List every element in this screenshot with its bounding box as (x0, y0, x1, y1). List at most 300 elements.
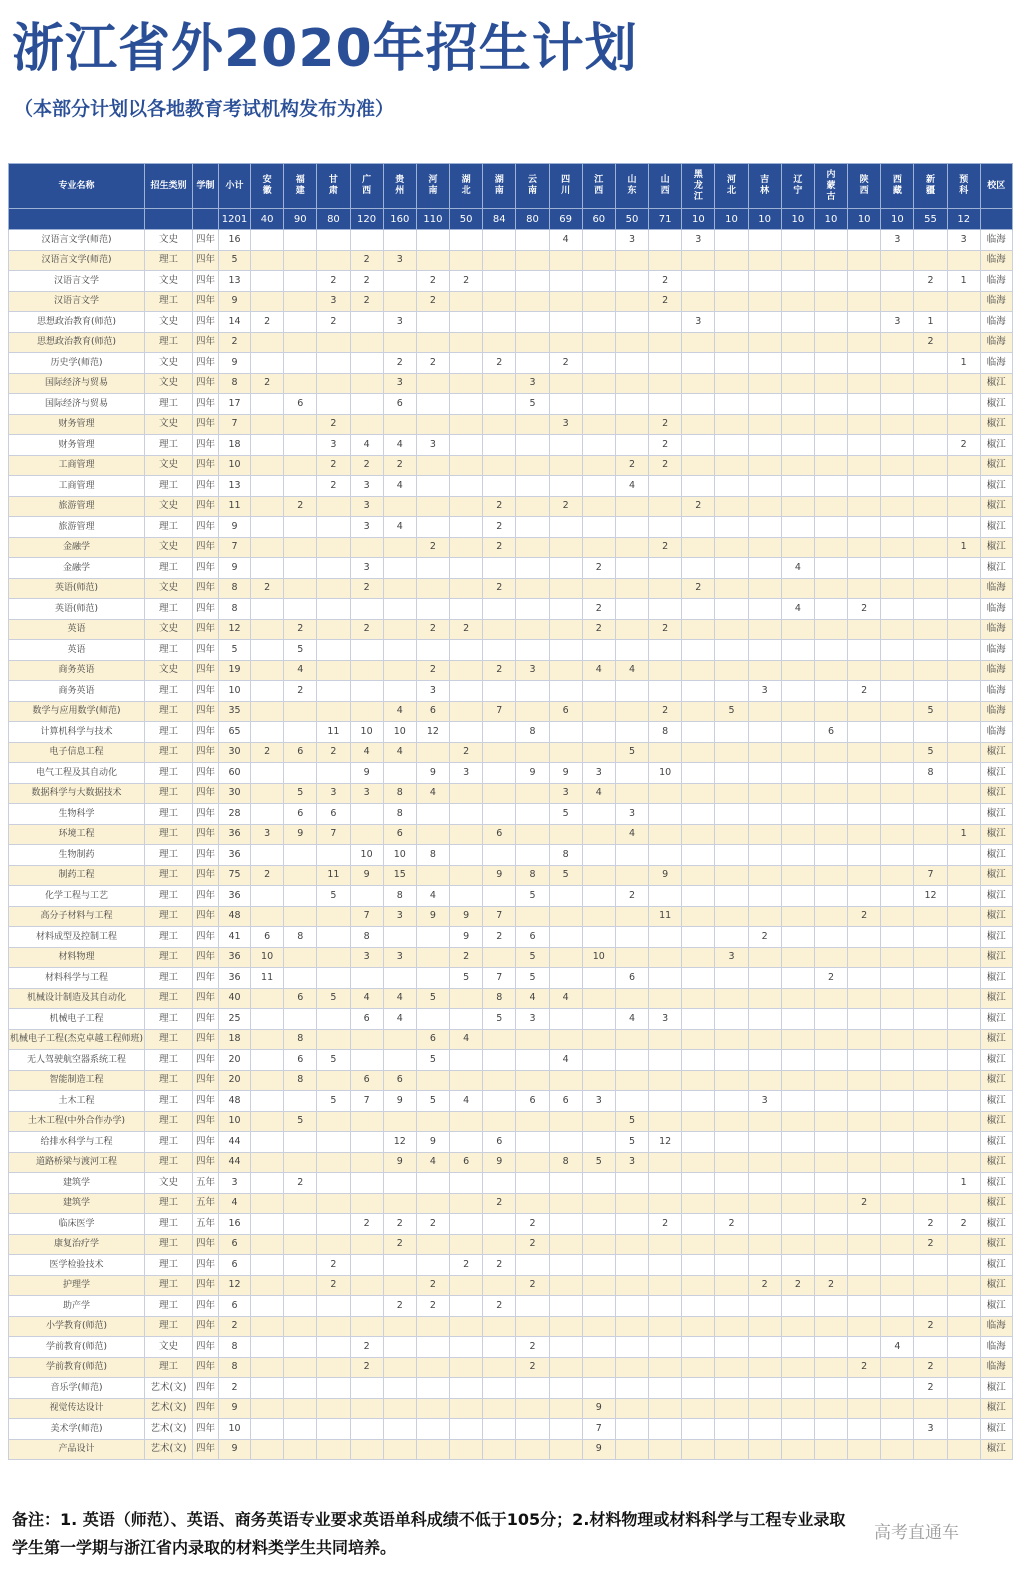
campus-cell: 椒江 (980, 1214, 1012, 1235)
table-cell (615, 353, 648, 374)
table-cell (317, 1070, 350, 1091)
table-cell (947, 845, 980, 866)
table-cell: 10 (582, 947, 615, 968)
table-cell (748, 1193, 781, 1214)
table-row (9, 1419, 1013, 1440)
table-cell (748, 230, 781, 251)
table-cell (881, 291, 914, 312)
major-name-cell: 英语(师范) (9, 599, 145, 620)
table-cell (350, 230, 383, 251)
table-cell (582, 1050, 615, 1071)
table-cell (881, 1378, 914, 1399)
table-cell (649, 660, 682, 681)
campus-cell: 临海 (980, 1337, 1012, 1358)
table-cell (781, 1419, 814, 1440)
table-cell (748, 414, 781, 435)
table-cell (947, 1419, 980, 1440)
table-cell (284, 947, 317, 968)
table-cell (848, 394, 881, 415)
table-cell (781, 291, 814, 312)
column-header: 新 疆 (914, 164, 947, 209)
table-cell: 四年 (193, 435, 219, 456)
table-cell (848, 476, 881, 497)
table-cell (383, 1398, 416, 1419)
table-cell: 3 (516, 1009, 549, 1030)
column-header: 河 北 (715, 164, 748, 209)
major-name-cell: 旅游管理 (9, 517, 145, 538)
table-cell (781, 845, 814, 866)
table-cell: 2 (947, 435, 980, 456)
table-cell: 9 (219, 353, 251, 374)
table-cell (682, 701, 715, 722)
table-row (9, 1357, 1013, 1378)
table-cell (549, 394, 582, 415)
table-cell (317, 1009, 350, 1030)
table-cell (947, 332, 980, 353)
table-cell: 9 (350, 865, 383, 886)
table-cell (549, 291, 582, 312)
table-cell (284, 845, 317, 866)
table-cell (881, 681, 914, 702)
table-cell: 6 (383, 394, 416, 415)
table-cell (549, 1132, 582, 1153)
table-cell (848, 1173, 881, 1194)
table-cell: 3 (549, 783, 582, 804)
table-cell (848, 1234, 881, 1255)
table-cell: 四年 (193, 1439, 219, 1460)
table-cell (914, 291, 947, 312)
table-cell: 18 (219, 1029, 251, 1050)
column-total: 40 (251, 209, 284, 230)
table-cell (881, 1296, 914, 1317)
table-cell (582, 1173, 615, 1194)
table-cell (715, 1070, 748, 1091)
campus-cell: 椒江 (980, 1193, 1012, 1214)
table-cell (383, 578, 416, 599)
table-cell (814, 660, 847, 681)
table-cell (516, 1316, 549, 1337)
table-cell (848, 660, 881, 681)
table-cell: 2 (251, 742, 284, 763)
table-cell (450, 414, 483, 435)
table-cell (582, 1214, 615, 1235)
table-cell (649, 824, 682, 845)
campus-cell: 椒江 (980, 1091, 1012, 1112)
table-cell: 文史 (145, 230, 193, 251)
table-cell (450, 1337, 483, 1358)
column-header: 预 科 (947, 164, 980, 209)
table-cell: 2 (219, 1378, 251, 1399)
table-cell (251, 988, 284, 1009)
table-cell (682, 906, 715, 927)
table-cell (483, 1378, 516, 1399)
table-cell (781, 373, 814, 394)
table-cell (682, 927, 715, 948)
table-cell: 四年 (193, 578, 219, 599)
table-cell (748, 537, 781, 558)
table-cell (914, 435, 947, 456)
table-cell (649, 804, 682, 825)
table-cell: 6 (416, 701, 449, 722)
table-cell (483, 414, 516, 435)
table-cell (284, 1316, 317, 1337)
table-cell: 文史 (145, 1173, 193, 1194)
table-cell: 9 (219, 1398, 251, 1419)
table-cell (814, 373, 847, 394)
table-cell (615, 496, 648, 517)
campus-cell: 临海 (980, 271, 1012, 292)
table-cell (947, 1091, 980, 1112)
table-cell: 四年 (193, 660, 219, 681)
table-row (9, 332, 1013, 353)
table-cell: 4 (350, 988, 383, 1009)
table-cell: 36 (219, 968, 251, 989)
table-cell (317, 1173, 350, 1194)
table-cell: 10 (251, 947, 284, 968)
table-cell (649, 1193, 682, 1214)
table-cell (615, 1173, 648, 1194)
table-cell (947, 1275, 980, 1296)
table-cell (483, 886, 516, 907)
major-name-cell: 康复治疗学 (9, 1234, 145, 1255)
table-cell (284, 1193, 317, 1214)
table-cell (914, 517, 947, 538)
table-cell (947, 373, 980, 394)
table-cell (350, 1152, 383, 1173)
table-cell (582, 1296, 615, 1317)
table-cell (549, 1214, 582, 1235)
table-cell: 四年 (193, 681, 219, 702)
table-cell (251, 230, 284, 251)
campus-cell: 椒江 (980, 1234, 1012, 1255)
table-cell: 6 (516, 1091, 549, 1112)
table-cell (781, 353, 814, 374)
table-cell (715, 496, 748, 517)
table-cell (848, 1214, 881, 1235)
table-cell (649, 1316, 682, 1337)
table-cell (649, 1296, 682, 1317)
table-row (9, 312, 1013, 333)
campus-cell: 椒江 (980, 1132, 1012, 1153)
table-cell (814, 599, 847, 620)
table-cell (615, 783, 648, 804)
table-cell (682, 886, 715, 907)
table-cell (582, 722, 615, 743)
table-cell: 5 (483, 1009, 516, 1030)
table-cell: 理工 (145, 701, 193, 722)
column-header: 福 建 (284, 164, 317, 209)
table-cell (450, 1132, 483, 1153)
table-cell (814, 988, 847, 1009)
major-name-cell: 音乐学(师范) (9, 1378, 145, 1399)
table-cell: 2 (416, 291, 449, 312)
table-cell: 16 (219, 230, 251, 251)
column-total: 80 (317, 209, 350, 230)
table-cell: 2 (814, 1275, 847, 1296)
major-name-cell: 制药工程 (9, 865, 145, 886)
major-name-cell: 机械电子工程 (9, 1009, 145, 1030)
table-cell (947, 947, 980, 968)
table-cell (781, 1029, 814, 1050)
table-cell: 2 (383, 1214, 416, 1235)
table-cell (881, 1214, 914, 1235)
table-cell: 4 (383, 517, 416, 538)
table-row (9, 742, 1013, 763)
table-cell (848, 722, 881, 743)
table-cell (781, 1091, 814, 1112)
table-cell: 5 (615, 1132, 648, 1153)
table-cell (516, 476, 549, 497)
table-cell: 8 (549, 845, 582, 866)
table-body (9, 230, 1013, 1460)
table-cell: 4 (450, 1091, 483, 1112)
table-cell: 8 (284, 1029, 317, 1050)
table-cell: 文史 (145, 660, 193, 681)
table-cell: 2 (450, 271, 483, 292)
table-cell (483, 558, 516, 579)
table-cell (781, 701, 814, 722)
table-cell (284, 1296, 317, 1317)
table-cell (814, 1111, 847, 1132)
table-cell (682, 947, 715, 968)
campus-cell: 椒江 (980, 1255, 1012, 1276)
table-cell (781, 742, 814, 763)
table-cell: 四年 (193, 230, 219, 251)
table-cell: 5 (516, 886, 549, 907)
table-cell (284, 1091, 317, 1112)
table-cell (483, 1419, 516, 1440)
table-cell: 8 (219, 578, 251, 599)
major-name-cell: 智能制造工程 (9, 1070, 145, 1091)
table-cell (615, 1296, 648, 1317)
table-cell (582, 1009, 615, 1030)
table-cell (416, 476, 449, 497)
table-cell: 2 (350, 271, 383, 292)
table-cell: 3 (350, 558, 383, 579)
table-cell (284, 353, 317, 374)
table-cell (649, 353, 682, 374)
table-row (9, 927, 1013, 948)
table-cell (416, 496, 449, 517)
table-cell (615, 845, 648, 866)
table-cell (549, 1111, 582, 1132)
table-cell (416, 927, 449, 948)
table-cell (284, 455, 317, 476)
table-cell (516, 681, 549, 702)
table-cell (947, 517, 980, 538)
table-cell (317, 968, 350, 989)
column-header: 山 东 (615, 164, 648, 209)
table-cell: 四年 (193, 373, 219, 394)
table-cell: 7 (483, 701, 516, 722)
table-cell (881, 1275, 914, 1296)
table-cell (914, 1398, 947, 1419)
major-name-cell: 汉语言文学(师范) (9, 230, 145, 251)
table-cell (383, 1419, 416, 1440)
table-cell (549, 1234, 582, 1255)
table-cell (516, 1378, 549, 1399)
table-cell: 2 (947, 1214, 980, 1235)
table-cell (350, 1378, 383, 1399)
table-cell (914, 1193, 947, 1214)
table-cell (284, 1337, 317, 1358)
campus-cell: 椒江 (980, 804, 1012, 825)
table-cell (649, 1439, 682, 1460)
table-cell (549, 1070, 582, 1091)
table-cell (416, 1255, 449, 1276)
table-cell (881, 783, 914, 804)
table-cell (549, 1316, 582, 1337)
table-cell (450, 1214, 483, 1235)
table-cell (914, 927, 947, 948)
table-cell: 四年 (193, 742, 219, 763)
table-cell (251, 558, 284, 579)
table-cell (848, 312, 881, 333)
table-cell: 四年 (193, 558, 219, 579)
table-cell (483, 804, 516, 825)
table-cell: 3 (383, 250, 416, 271)
table-cell (582, 1378, 615, 1399)
table-cell (549, 906, 582, 927)
table-cell (416, 578, 449, 599)
table-cell: 4 (615, 1009, 648, 1030)
table-cell (715, 537, 748, 558)
table-cell (450, 1296, 483, 1317)
table-cell (450, 1234, 483, 1255)
table-cell: 3 (947, 230, 980, 251)
table-cell: 36 (219, 947, 251, 968)
table-cell (416, 394, 449, 415)
table-cell: 7 (350, 1091, 383, 1112)
table-cell (814, 1439, 847, 1460)
table-cell (549, 599, 582, 620)
table-cell: 四年 (193, 332, 219, 353)
table-cell (814, 271, 847, 292)
table-cell (848, 845, 881, 866)
table-cell: 文史 (145, 455, 193, 476)
table-cell: 9 (582, 1439, 615, 1460)
table-cell (450, 455, 483, 476)
table-cell (947, 1316, 980, 1337)
column-header: 山 西 (649, 164, 682, 209)
table-cell (649, 496, 682, 517)
table-cell (848, 804, 881, 825)
table-cell (781, 271, 814, 292)
table-cell: 3 (649, 1009, 682, 1030)
table-cell (781, 640, 814, 661)
table-cell: 36 (219, 845, 251, 866)
table-cell: 2 (284, 619, 317, 640)
table-cell (748, 1255, 781, 1276)
table-cell (814, 927, 847, 948)
table-cell: 2 (649, 455, 682, 476)
table-cell (450, 1357, 483, 1378)
table-cell (350, 1398, 383, 1419)
table-row (9, 517, 1013, 538)
table-cell (682, 291, 715, 312)
table-cell: 4 (350, 742, 383, 763)
table-cell (682, 1337, 715, 1358)
table-cell (848, 1275, 881, 1296)
table-cell (781, 1050, 814, 1071)
table-cell (516, 1132, 549, 1153)
table-cell (814, 1214, 847, 1235)
table-cell (284, 722, 317, 743)
table-cell (251, 660, 284, 681)
table-cell: 7 (219, 414, 251, 435)
table-row (9, 496, 1013, 517)
table-cell (715, 271, 748, 292)
table-cell (649, 1070, 682, 1091)
table-cell (284, 968, 317, 989)
table-cell: 四年 (193, 496, 219, 517)
table-cell (516, 250, 549, 271)
table-cell: 10 (219, 681, 251, 702)
campus-cell: 椒江 (980, 763, 1012, 784)
table-cell: 5 (284, 640, 317, 661)
table-cell (848, 1316, 881, 1337)
table-cell (715, 722, 748, 743)
table-cell: 65 (219, 722, 251, 743)
table-cell (450, 476, 483, 497)
table-cell (814, 1132, 847, 1153)
campus-cell: 椒江 (980, 1419, 1012, 1440)
table-cell (317, 906, 350, 927)
table-cell (682, 373, 715, 394)
table-cell (416, 865, 449, 886)
table-cell (483, 763, 516, 784)
table-cell (814, 1070, 847, 1091)
table-cell: 2 (649, 435, 682, 456)
enrollment-plan-table (8, 163, 1013, 1460)
table-cell (615, 1419, 648, 1440)
table-cell (914, 353, 947, 374)
table-cell: 理工 (145, 968, 193, 989)
table-cell (881, 1234, 914, 1255)
major-name-cell: 美术学(师范) (9, 1419, 145, 1440)
table-row (9, 722, 1013, 743)
table-cell (516, 332, 549, 353)
table-cell: 四年 (193, 988, 219, 1009)
table-cell (582, 1111, 615, 1132)
table-cell (483, 742, 516, 763)
table-cell (781, 1316, 814, 1337)
table-cell: 4 (416, 783, 449, 804)
table-cell: 理工 (145, 1193, 193, 1214)
major-name-cell: 小学教育(师范) (9, 1316, 145, 1337)
table-cell (781, 476, 814, 497)
campus-cell: 椒江 (980, 968, 1012, 989)
table-cell: 2 (416, 619, 449, 640)
campus-cell: 临海 (980, 619, 1012, 640)
table-row (9, 1337, 1013, 1358)
table-cell (416, 1378, 449, 1399)
table-cell (483, 947, 516, 968)
table-cell (483, 1398, 516, 1419)
table-cell (317, 1378, 350, 1399)
table-cell (284, 578, 317, 599)
table-cell: 7 (582, 1419, 615, 1440)
table-cell: 2 (219, 332, 251, 353)
table-cell (350, 312, 383, 333)
table-cell: 2 (483, 578, 516, 599)
table-cell (914, 1111, 947, 1132)
table-cell (715, 1337, 748, 1358)
table-cell (848, 1070, 881, 1091)
table-cell (682, 1357, 715, 1378)
table-cell (682, 824, 715, 845)
table-cell (350, 353, 383, 374)
